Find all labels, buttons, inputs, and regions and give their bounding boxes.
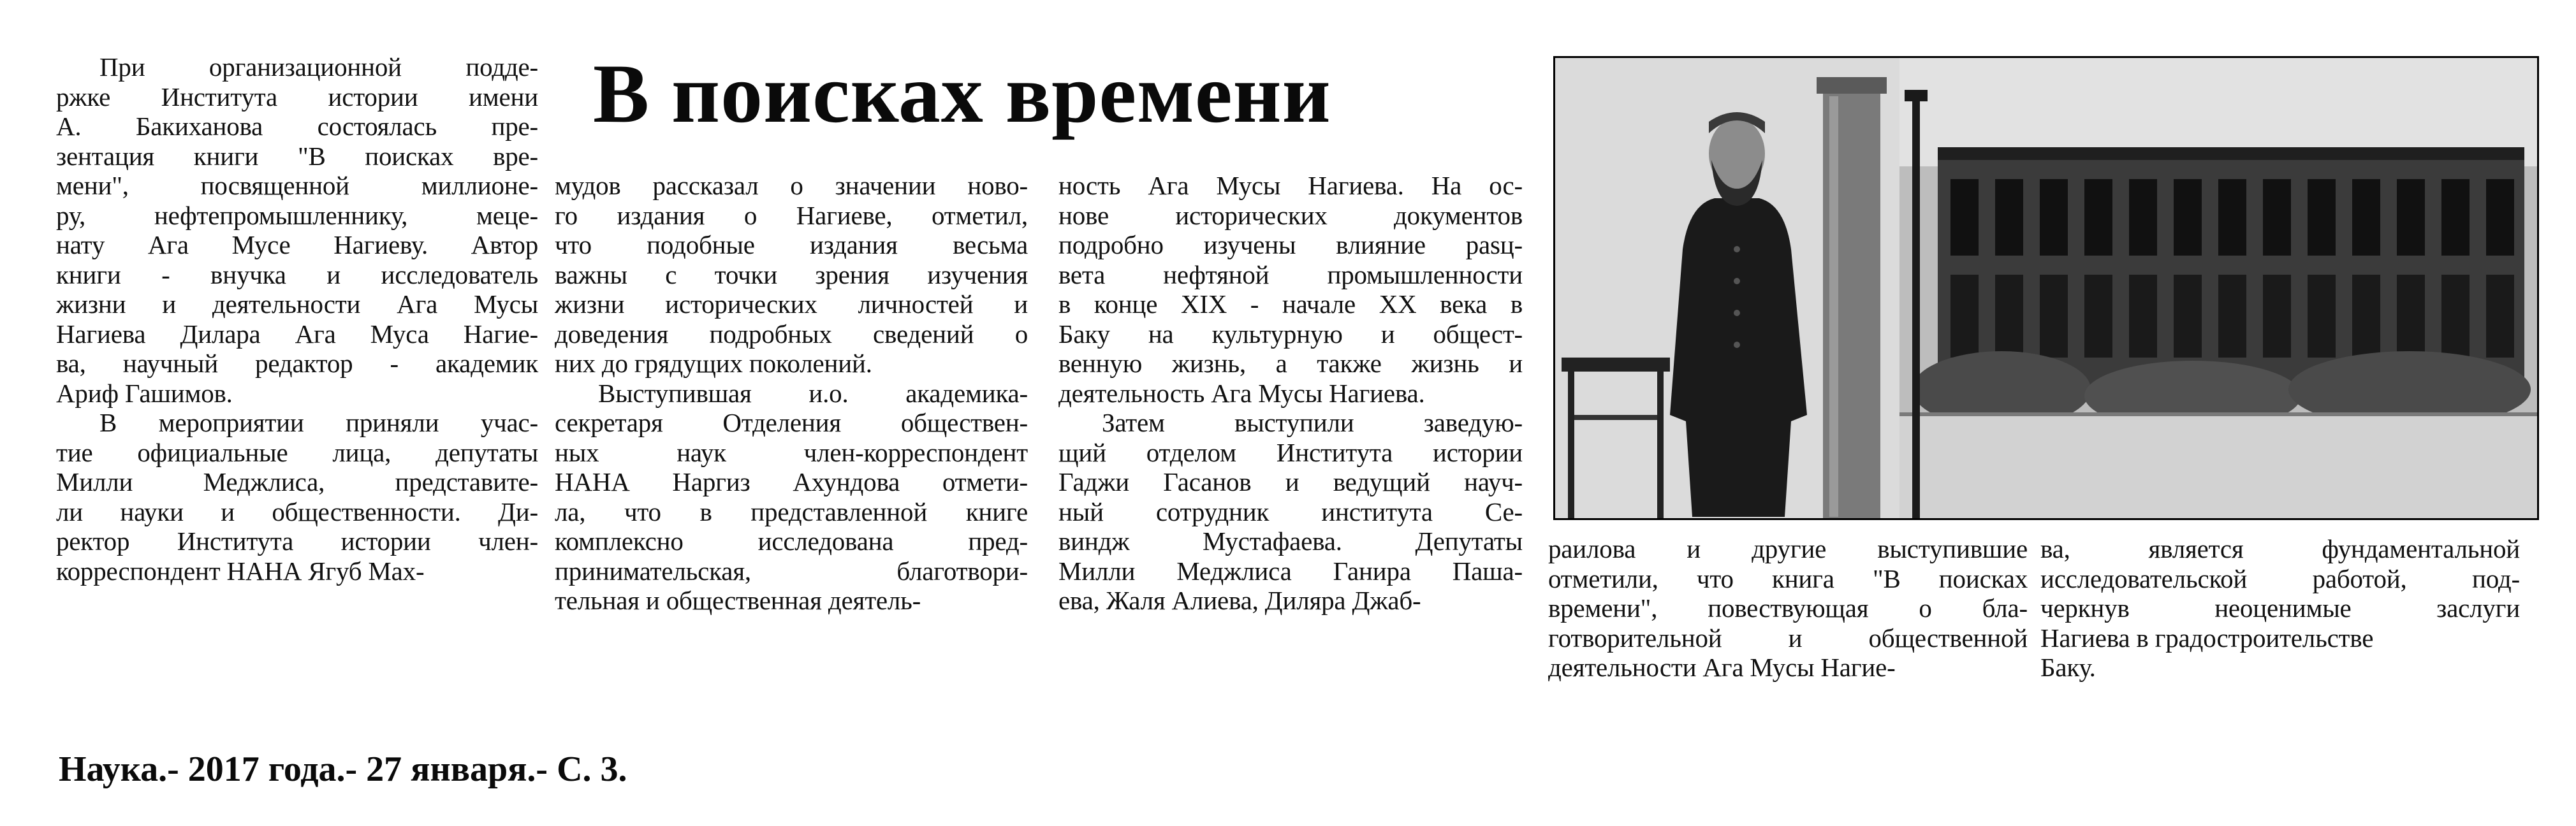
text-line: подробно изучены влияние рasц- [1058,230,1523,259]
text-line: ли науки и общественности. Ди- [56,496,538,526]
text-line: ный сотрудник института Се- [1058,496,1523,526]
text-line: нове исторических документов [1058,200,1523,230]
text-line: При организационной подде- [99,52,538,82]
text-line: Баку. [2040,653,2096,682]
text-line: нату Ага Мусе Нагиеву. Автор [56,230,538,259]
text-line: ва, научный редактор - академик [56,349,538,378]
text-line: А. Бакиханова состоялась пре- [56,112,538,141]
text-line: жизни и деятельности Ага Мусы [56,289,538,319]
text-line: го издания о Нагиеве, отметил, [555,200,1028,230]
source-citation: Наука.- 2017 года.- 27 января.- С. 3. [59,750,627,789]
text-line: щий отделом Института истории [1058,437,1523,467]
article-column-1 [56,52,538,586]
article-column-5 [2040,534,2520,683]
text-line: важны с точки зрения изучения [555,259,1028,289]
text-line: Баку на культурную и общест- [1058,319,1523,349]
article-column-4 [1548,534,2028,683]
text-line: Нагиева в градостроительстве [2040,623,2374,653]
text-line: ность Ага Мусы Нагиева. На ос- [1058,171,1523,200]
text-line: времени", повествующая о бла- [1548,593,2028,623]
text-line: мени", посвященной миллионе- [56,171,538,200]
text-line: Милли Меджлиса, представите- [56,467,538,496]
text-line: ру, нефтепромышленнику, меце- [56,200,538,230]
text-line: Ариф Гашимов. [56,378,233,408]
text-line: виндж Мустафаева. Депутаты [1058,526,1523,556]
text-line: жизни исторических личностей и [555,289,1028,319]
text-line: ева, Жаля Алиева, Диляра Джаб- [1058,586,1421,615]
text-line: книги - внучка и исследователь [56,259,538,289]
text-line: тие официальные лица, депутаты [56,437,538,467]
article-headline: В поисках времени [593,47,1331,140]
text-line: НАНА Наргиз Ахундова отмети- [555,467,1028,496]
text-line: ла, что в представленной книге [555,496,1028,526]
text-line: Милли Меджлиса Ганира Паша- [1058,556,1523,586]
text-line: Гаджи Гасанов и ведущий науч- [1058,467,1523,496]
text-line: Нагиева Дилара Ага Муса Нагие- [56,319,538,349]
text-line: корреспондент НАНА Ягуб Мах- [56,556,425,586]
text-line: комплексно исследована пред- [555,526,1028,556]
text-line: ректор Института истории член- [56,526,538,556]
text-line: венную жизнь, а также жизнь и [1058,349,1523,378]
text-line: них до грядущих поколений. [555,349,872,378]
text-line: в конце XIX - начале XX века в [1058,289,1523,319]
text-line: тельная и общественная деятель- [555,586,921,615]
article-column-2 [555,171,1028,616]
text-line: готворительной и общественной [1548,623,2028,653]
text-line: ных наук член-корреспондент [555,437,1028,467]
text-line: черкнув неоценимые заслуги [2040,593,2520,623]
text-line: вета нефтяной промышленности [1058,259,1523,289]
text-line: деятельность Ага Мусы Нагиева. [1058,378,1425,408]
article-column-3 [1058,171,1523,616]
text-line: деятельности Ага Мусы Нагие- [1548,653,1896,682]
text-line: отметили, что книга "В поисках [1548,563,2028,593]
text-line: Выступившая и.о. академика- [598,378,1028,408]
text-line: раилова и другие выступившие [1548,534,2028,563]
article-photo [1553,56,2539,520]
text-line: зентация книги "В поисках вре- [56,141,538,171]
text-line: принимательская, благотвори- [555,556,1028,586]
text-line: секретаря Отделения обществен- [555,408,1028,437]
text-line: ва, является фундаментальной [2040,534,2520,563]
text-line: что подобные издания весьма [555,230,1028,259]
text-line: исследовательской работой, под- [2040,563,2520,593]
text-line: доведения подробных сведений о [555,319,1028,349]
text-line: Затем выступили заведую- [1102,408,1523,437]
text-line: мудов рассказал о значении ново- [555,171,1028,200]
text-line: В мероприятии приняли учас- [99,408,538,437]
text-line: ржке Института истории имени [56,82,538,112]
